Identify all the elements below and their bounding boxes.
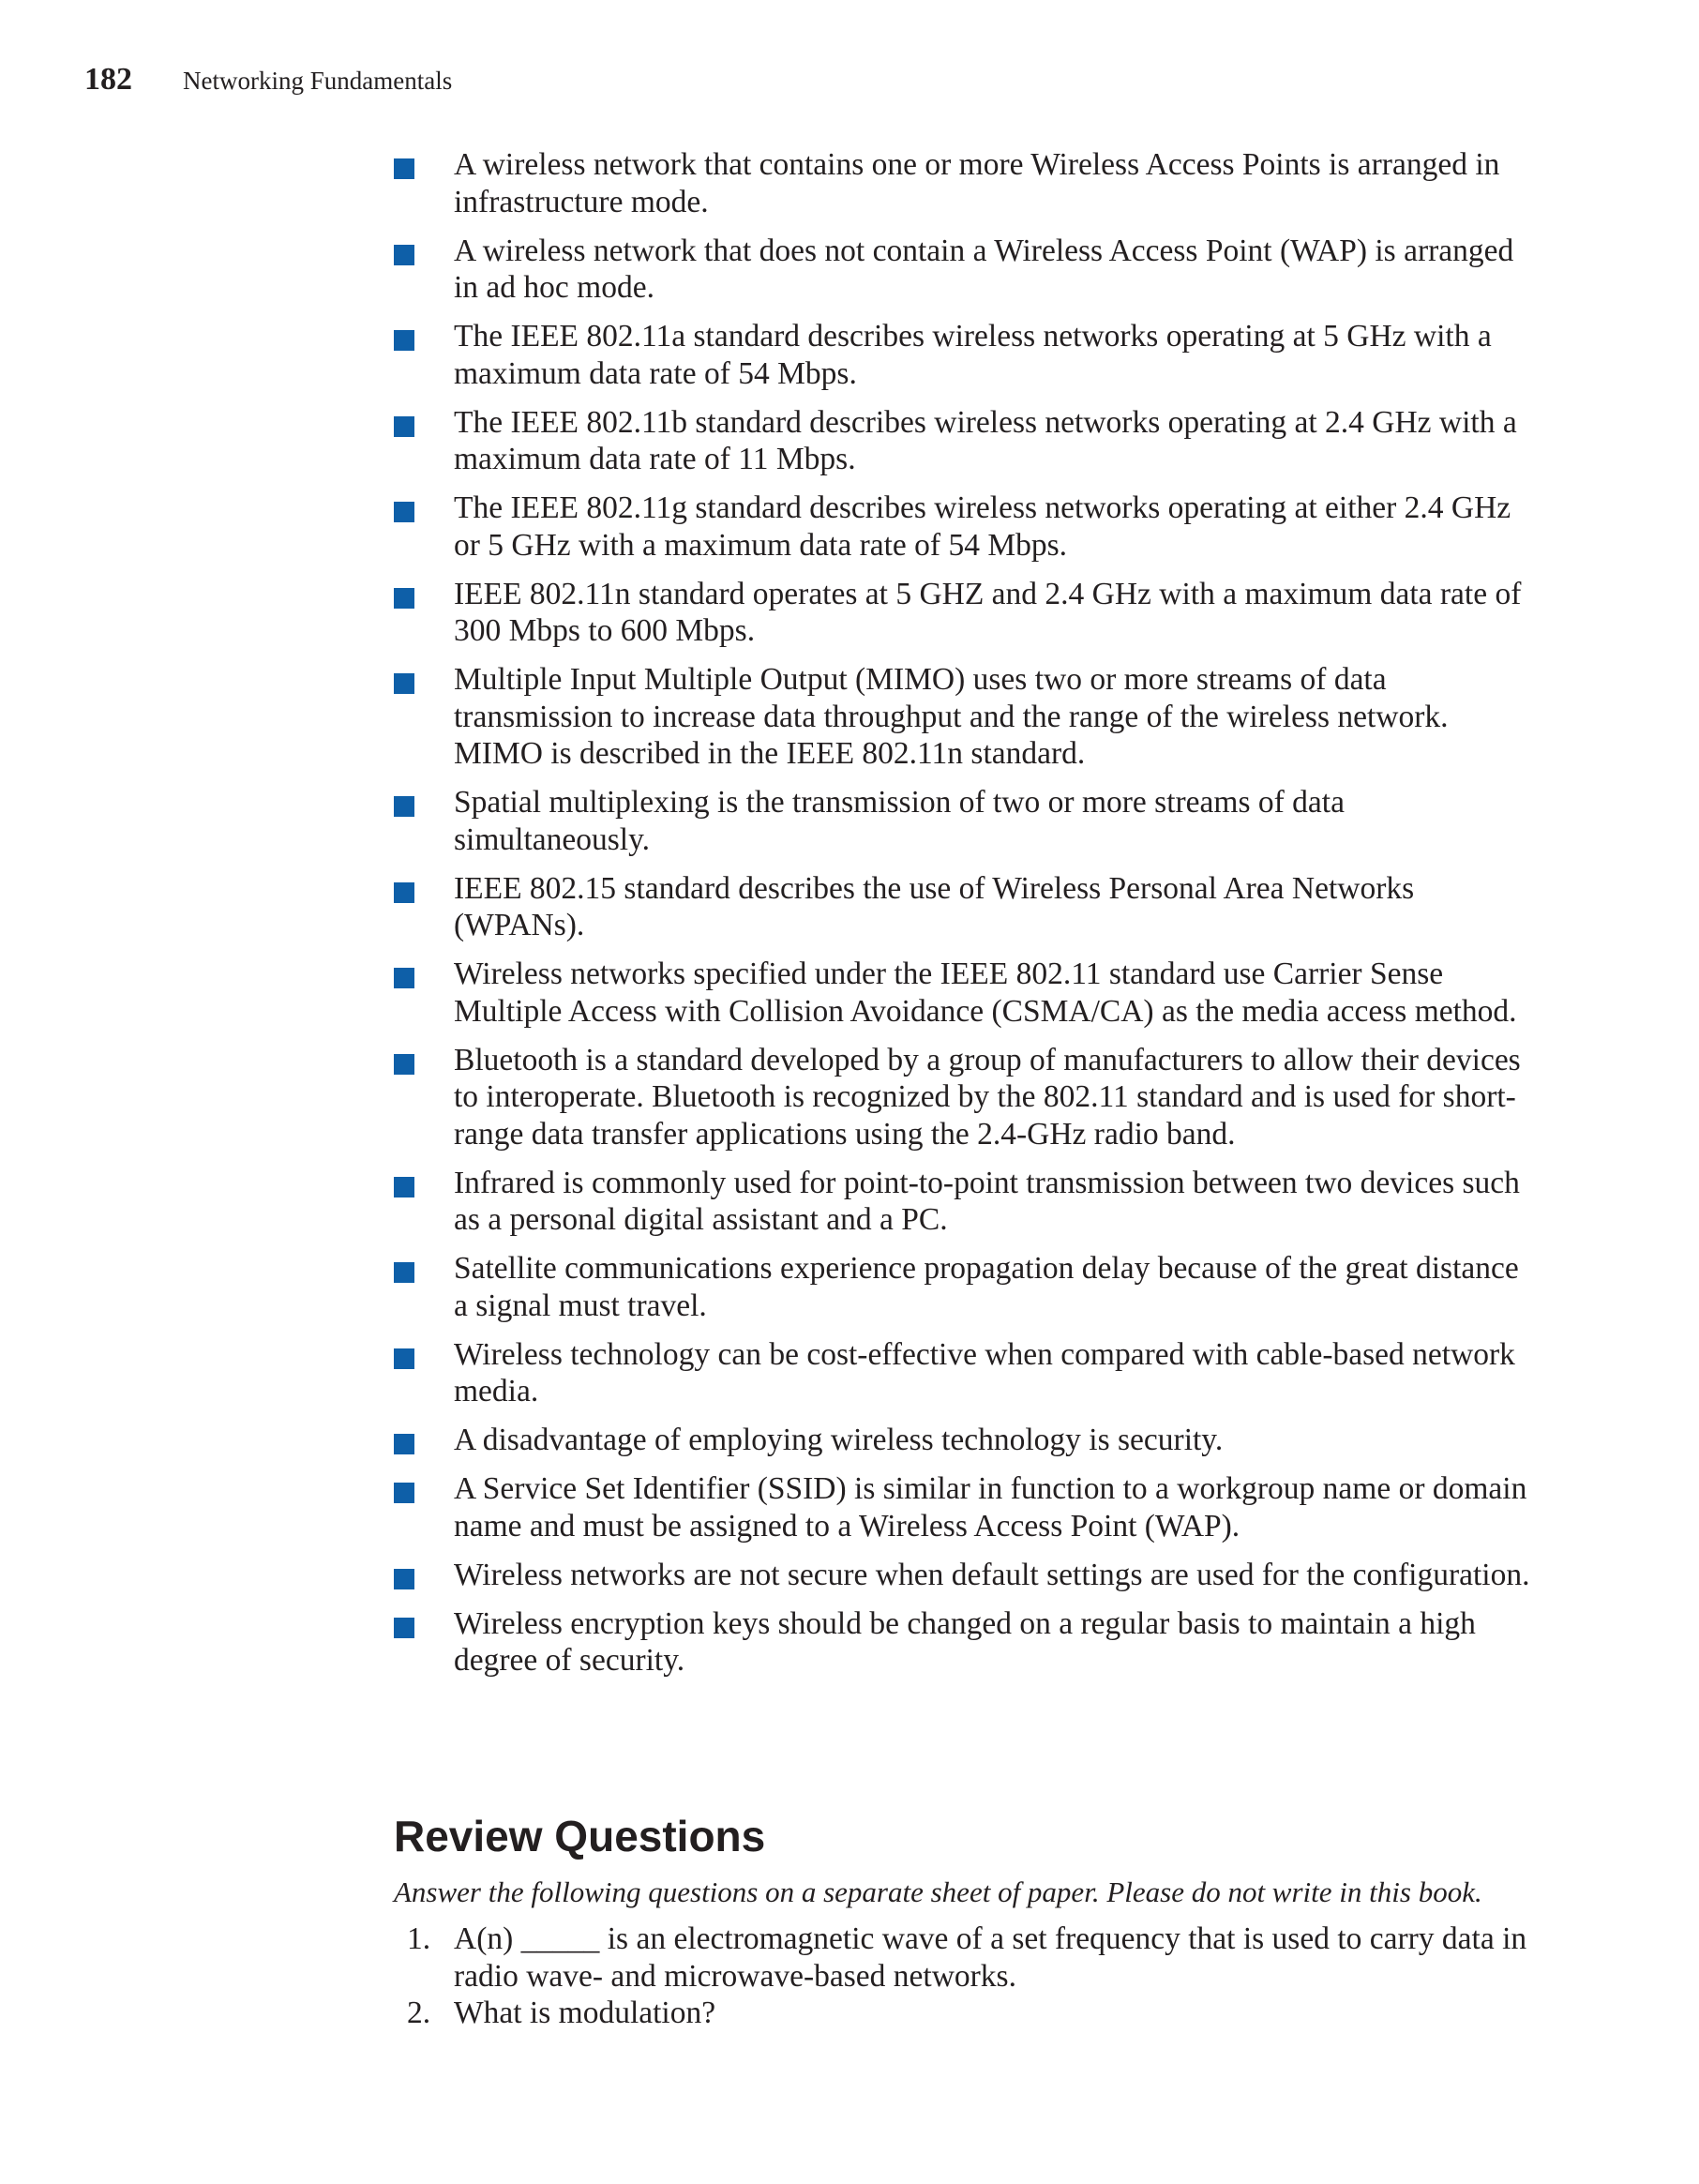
square-bullet-icon xyxy=(394,1348,414,1369)
summary-bullet-list xyxy=(394,146,1538,1691)
square-bullet-icon xyxy=(394,968,414,988)
square-bullet-icon xyxy=(394,1434,414,1454)
list-item-text: Multiple Input Multiple Output (MIMO) uses two or more streams of data transmission to increase data throughput and the range of the wireless network. MIMO is described in the IEEE 802.11n standard. xyxy=(454,662,1449,771)
list-item-text: Wireless networks specified under the IEEE 802.11 standard use Carrier Sense Multiple Access with Collision Avoidance (CSMA/CA) as the media access method. xyxy=(454,956,1517,1029)
square-bullet-icon xyxy=(394,588,414,609)
square-bullet-icon xyxy=(394,502,414,522)
list-item xyxy=(394,1422,1538,1459)
running-head xyxy=(84,62,452,98)
square-bullet-icon xyxy=(394,245,414,265)
list-item-text: Wireless encryption keys should be changed on a regular basis to maintain a high degree of security. xyxy=(454,1605,1476,1678)
list-item-text: IEEE 802.11n standard operates at 5 GHZ and 2.4 GHz with a maximum data rate of 300 Mbps to 600 Mbps. xyxy=(454,576,1522,648)
list-item-text: A wireless network that does not contain a Wireless Access Point (WAP) is arranged in ad hoc mode. xyxy=(454,233,1514,305)
list-item-text: The IEEE 802.11a standard describes wireless networks operating at 5 GHz with a maximum data rate of 54 Mbps. xyxy=(454,319,1492,391)
list-item xyxy=(394,1250,1538,1324)
page-number: 182 xyxy=(84,62,132,97)
square-bullet-icon xyxy=(394,416,414,437)
list-item xyxy=(394,1042,1538,1153)
question-text: What is modulation? xyxy=(454,1996,716,2030)
square-bullet-icon xyxy=(394,1054,414,1075)
list-item-text: Bluetooth is a standard developed by a group of manufacturers to allow their devices to interoperate. Bluetooth is recognized by the 802.11 standard and is used for short-range data transfer applications using the 2.4-GHz radio band. xyxy=(454,1042,1521,1152)
list-item xyxy=(394,1336,1538,1410)
square-bullet-icon xyxy=(394,1177,414,1197)
list-item xyxy=(394,784,1538,858)
list-item xyxy=(394,1605,1538,1679)
list-item-text: A wireless network that contains one or more Wireless Access Points is arranged in infrastructure mode. xyxy=(454,147,1500,219)
question-number: 1. xyxy=(407,1921,431,1956)
list-item xyxy=(394,870,1538,944)
list-item xyxy=(394,404,1538,478)
question-item xyxy=(394,1920,1547,1995)
square-bullet-icon xyxy=(394,673,414,694)
square-bullet-icon xyxy=(394,796,414,817)
square-bullet-icon xyxy=(394,158,414,179)
list-item xyxy=(394,1165,1538,1239)
list-item xyxy=(394,956,1538,1030)
square-bullet-icon xyxy=(394,1569,414,1589)
list-item-text: The IEEE 802.11b standard describes wireless networks operating at 2.4 GHz with a maximum data rate of 11 Mbps. xyxy=(454,404,1517,476)
square-bullet-icon xyxy=(394,330,414,351)
list-item-text: Infrared is commonly used for point-to-point transmission between two devices such as a personal digital assistant and a PC. xyxy=(454,1165,1520,1237)
question-list xyxy=(394,1920,1547,2032)
review-questions-section xyxy=(394,1810,1547,2032)
list-item-text: Satellite communications experience propagation delay because of the great distance a signal must travel. xyxy=(454,1251,1519,1323)
list-item xyxy=(394,1470,1538,1544)
list-item-text: IEEE 802.15 standard describes the use of Wireless Personal Area Networks (WPANs). xyxy=(454,870,1415,942)
square-bullet-icon xyxy=(394,882,414,903)
square-bullet-icon xyxy=(394,1618,414,1638)
list-item-text: A disadvantage of employing wireless technology is security. xyxy=(454,1423,1224,1457)
square-bullet-icon xyxy=(394,1483,414,1503)
list-item xyxy=(394,146,1538,220)
question-text: A(n) _____ is an electromagnetic wave of a set frequency that is used to carry data in radio wave- and microwave-based networks. xyxy=(454,1921,1527,1994)
list-item xyxy=(394,233,1538,307)
review-instructions: Answer the following questions on a separate sheet of paper. Please do not write in this book. xyxy=(394,1875,1482,1908)
list-item xyxy=(394,318,1538,392)
question-number: 2. xyxy=(407,1996,431,2030)
list-item xyxy=(394,490,1538,564)
list-item-text: Wireless networks are not secure when default settings are used for the configuration. xyxy=(454,1557,1530,1592)
list-item xyxy=(394,661,1538,773)
book-title: Networking Fundamentals xyxy=(183,67,453,95)
list-item-text: Wireless technology can be cost-effective when compared with cable-based network media. xyxy=(454,1336,1515,1408)
list-item-text: The IEEE 802.11g standard describes wireless networks operating at either 2.4 GHz or 5 GHz with a maximum data rate of 54 Mbps. xyxy=(454,490,1511,563)
square-bullet-icon xyxy=(394,1262,414,1283)
list-item xyxy=(394,1557,1538,1594)
list-item-text: Spatial multiplexing is the transmission of two or more streams of data simultaneously. xyxy=(454,785,1345,857)
list-item xyxy=(394,576,1538,650)
question-item xyxy=(394,1995,1547,2032)
list-item-text: A Service Set Identifier (SSID) is similar in function to a workgroup name or domain name and must be assigned to a Wireless Access Point (WAP). xyxy=(454,1471,1527,1544)
section-heading: Review Questions xyxy=(394,1812,766,1860)
